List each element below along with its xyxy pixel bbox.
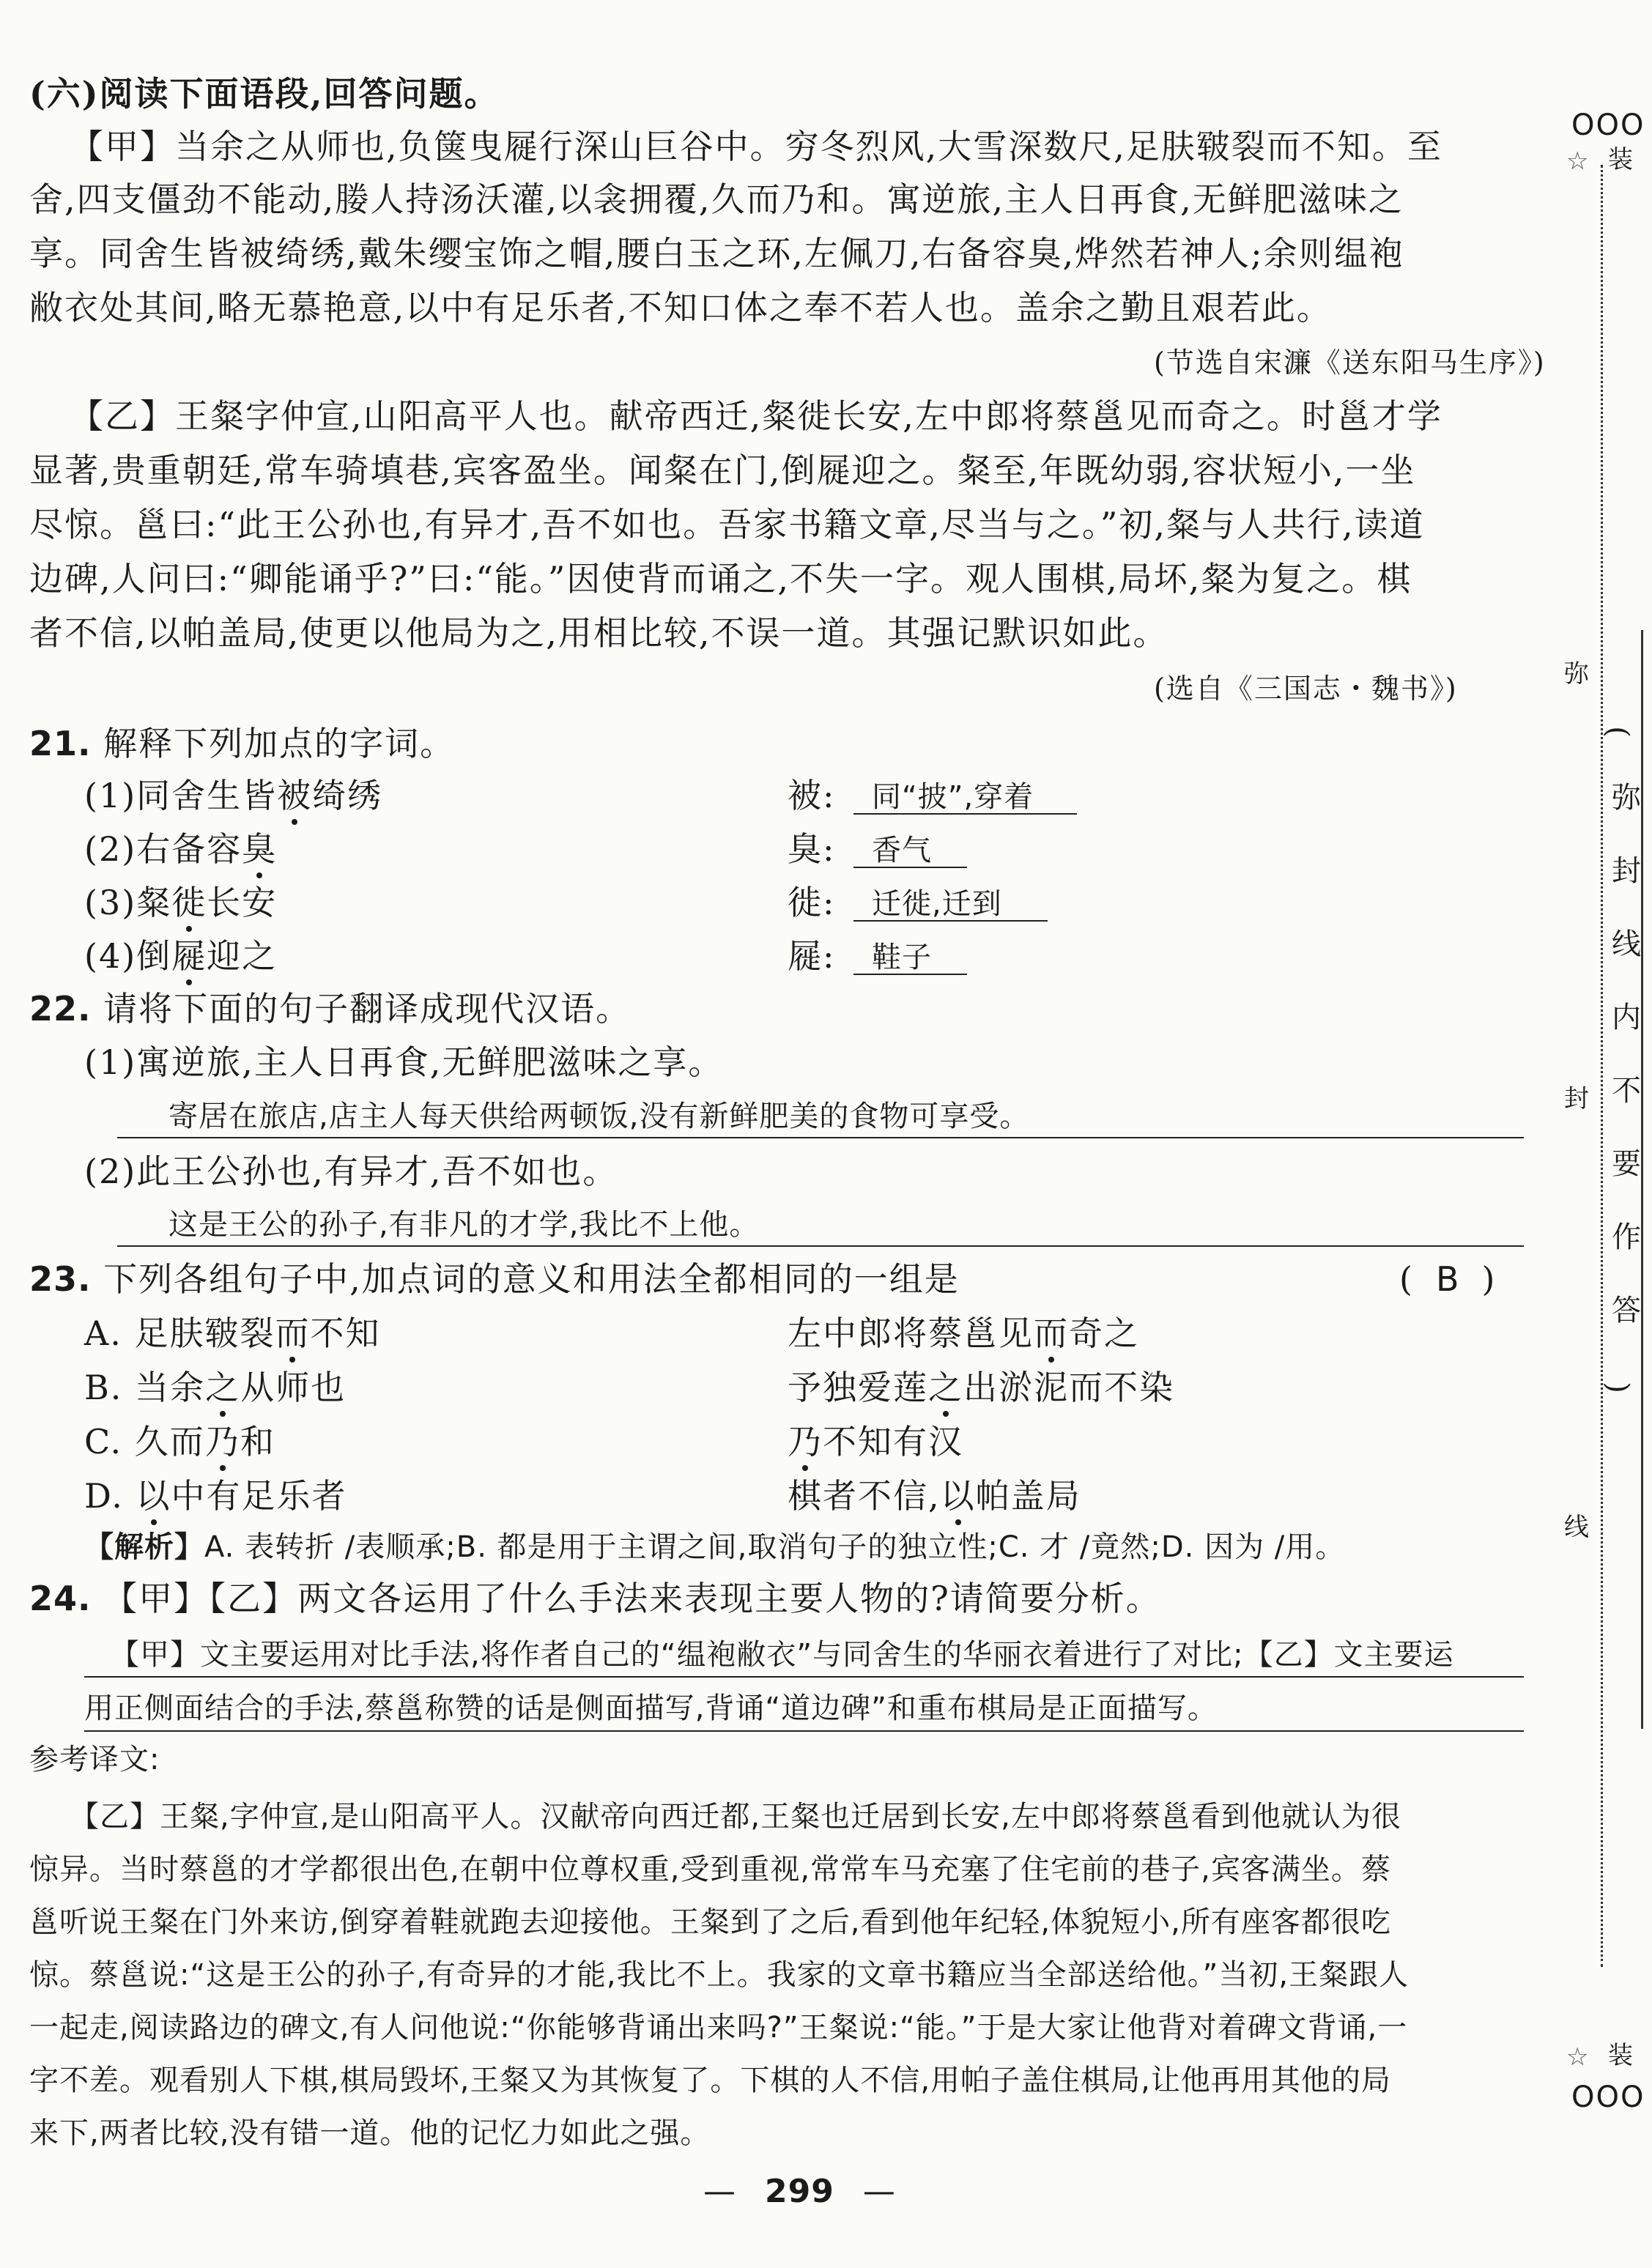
q21-item: (3)粲徙长安	[84, 879, 277, 926]
question-prompt: 【甲】【乙】两文各运用了什么手法来表现主要人物的?请简要分析。	[103, 1579, 1161, 1618]
q21-key: 徙:	[788, 883, 836, 922]
q21-answer: 鞋子	[872, 941, 932, 974]
q23-option-a-right: 左中郎将蔡邕见而奇之	[788, 1310, 1139, 1357]
question-number: 22.	[29, 989, 92, 1029]
passage-a-line: 敝衣处其间,略无慕艳意,以中有足乐者,不知口体之奉不若人也。盖余之勤且艰若此。	[29, 288, 1332, 327]
q21-item: (4)倒屣迎之	[84, 933, 277, 979]
vertical-text: 不	[1612, 1074, 1641, 1108]
question-prompt: 下列各组句子中,加点词的意义和用法全都相同的一组是	[103, 1259, 960, 1299]
binding-label-mi: 弥	[1564, 659, 1589, 689]
vertical-text: 弥	[1612, 781, 1641, 815]
translation-line: 邕听说王粲在门外来访,倒穿着鞋就跑去迎接他。王粲到了之后,看到他年纪轻,体貌短小,所有座客都很吃	[29, 1905, 1391, 1939]
q23-option-a-left: A. 足肤皲裂而不知	[84, 1310, 380, 1357]
passage-b-line: 边碑,人问曰:“卿能诵乎?”曰:“能。”因使背而诵之,不失一字。观人围棋,局坏,粲为复之。棋	[29, 559, 1412, 598]
vertical-text: 作	[1612, 1220, 1641, 1254]
binding-dashed-line	[1601, 165, 1603, 1967]
binding-label-feng: 封	[1564, 1084, 1589, 1113]
passage-a-line: 【甲】当余之从师也,负箧曳屣行深山巨谷中。穷冬烈风,大雪深数尺,足肤皲裂而不知。至	[70, 127, 1442, 166]
q21-answer: 同“披”,穿着	[872, 780, 1034, 814]
passage-b-source: (选自《三国志・魏书》)	[1154, 672, 1458, 705]
passage-b-line: 【乙】王粲字仲宣,山阳高平人也。献帝西迁,粲徙长安,左中郎将蔡邕见而奇之。时邕才学	[70, 396, 1442, 436]
q21-key: 臭:	[788, 829, 836, 869]
binding-label-zhuang: 装	[1608, 145, 1633, 174]
question-number: 23.	[29, 1259, 92, 1299]
q21-key: 屣:	[788, 936, 836, 976]
q23-option-c-left: C. 久而乃和	[84, 1418, 275, 1465]
translation-line: 字不差。观看别人下棋,棋局毁坏,王粲又为其恢复了。下棋的人不信,用帕子盖住棋局,让他再用其他的局	[29, 2064, 1391, 2097]
question-number: 21.	[29, 724, 92, 763]
vertical-paren-open: (	[1600, 726, 1634, 738]
q23-option-b-right: 予独爱莲之出淤泥而不染	[788, 1364, 1174, 1411]
q24-answer-line: 用正侧面结合的手法,蔡邕称赞的话是侧面描写,背诵“道边碑”和重布棋局是正面描写。	[84, 1691, 1218, 1725]
translation-label: 参考译文:	[29, 1743, 160, 1776]
question-number: 24.	[29, 1579, 92, 1618]
vertical-text: 答	[1612, 1294, 1641, 1327]
binding-label-zhuang-bottom: 装	[1608, 2041, 1633, 2070]
passage-a-line: 舍,四支僵劲不能动,媵人持汤沃灌,以衾拥覆,久而乃和。寓逆旅,主人日再食,无鲜肥滋味之	[29, 179, 1404, 219]
translation-line: 惊。蔡邕说:“这是王公的孙子,有奇异的才能,我比不上。我家的文章书籍应当全部送给他。”当初,王粲跟人	[29, 1958, 1410, 1992]
q21-key: 被:	[788, 776, 836, 815]
page-number: — 299 —	[703, 2173, 896, 2210]
q23-analysis: 【解析】A. 表转折 /表顺承;B. 都是用于主谓之间,取消句子的独立性;C. 才 /竟然;D. 因为 /用。	[84, 1530, 1346, 1564]
translation-line: 【乙】王粲,字仲宣,是山阳高平人。汉献帝向西迁都,王粲也迁居到长安,左中郎将蔡邕看到他就认为很	[70, 1800, 1401, 1834]
vertical-text: 要	[1612, 1147, 1641, 1181]
binding-label-xian: 线	[1564, 1513, 1589, 1542]
q21-item: (1)同舍生皆被绮绣	[84, 772, 382, 819]
q22-answer-1: 寄居在旅店,店主人每天供给两顿饭,没有新鲜肥美的食物可享受。	[168, 1100, 1030, 1133]
binding-solid-line	[1641, 630, 1643, 1729]
q22-sentence-1: (1)寓逆旅,主人日再食,无鲜肥滋味之享。	[84, 1042, 724, 1082]
passage-a-line: 享。同舍生皆被绮绣,戴朱缨宝饰之帽,腰白玉之环,左佩刀,右备容臭,烨然若神人;余则缊袍	[29, 234, 1404, 273]
q21-answer: 迁徙,迁到	[872, 887, 1002, 921]
q21-answer: 香气	[872, 834, 932, 867]
binding-circles-bottom: OOO	[1571, 2080, 1645, 2114]
q21-item: (2)右备容臭	[84, 826, 277, 872]
vertical-paren-close: )	[1600, 1382, 1634, 1393]
section-title: (六)阅读下面语段,回答问题。	[29, 74, 500, 114]
q23-option-c-right: 乃不知有汉	[788, 1418, 963, 1465]
passage-a-source: (节选自宋濂《送东阳马生序》)	[1154, 346, 1546, 379]
q22-answer-2: 这是王公的孙子,有非凡的才学,我比不上他。	[168, 1208, 760, 1242]
answer-bracket: ( B )	[1399, 1259, 1497, 1299]
q24-answer-line: 【甲】文主要运用对比手法,将作者自己的“缊袍敝衣”与同舍生的华丽衣着进行了对比;【乙】文主要运	[110, 1638, 1454, 1672]
passage-b-line: 者不信,以帕盖局,使更以他局为之,用相比较,不误一道。其强记默识如此。	[29, 613, 1168, 653]
translation-line: 惊异。当时蔡邕的才学都很出色,在朝中位尊权重,受到重视,常常车马充塞了住宅前的巷子,宾客满坐。蔡	[29, 1853, 1391, 1886]
q23-option-d-right: 棋者不信,以帕盖局	[788, 1472, 1081, 1519]
translation-line: 来下,两者比较,没有错一道。他的记忆力如此之强。	[29, 2116, 711, 2150]
q23-option-d-left: D. 以中有足乐者	[84, 1472, 347, 1519]
passage-b-line: 尽惊。邕曰:“此王公孙也,有异才,吾不如也。吾家书籍文章,尽当与之。”初,粲与人共行,读道	[29, 505, 1425, 544]
binding-circles-top: OOO	[1571, 108, 1645, 142]
vertical-text: 内	[1612, 1001, 1641, 1034]
star-icon: ☆	[1566, 2042, 1589, 2072]
q22-sentence-2: (2)此王公孙也,有异才,吾不如也。	[84, 1152, 618, 1191]
star-icon: ☆	[1566, 147, 1589, 176]
question-prompt: 请将下面的句子翻译成现代汉语。	[103, 989, 631, 1029]
translation-line: 一起走,阅读路边的碑文,有人问他说:“你能够背诵出来吗?”王粲说:“能。”于是大家让他背对着碑文背诵,一	[29, 2011, 1408, 2045]
vertical-text: 线	[1612, 927, 1641, 961]
q23-option-b-left: B. 当余之从师也	[84, 1364, 346, 1411]
vertical-text: 封	[1612, 854, 1641, 888]
passage-b-line: 显著,贵重朝廷,常车骑填巷,宾客盈坐。闻粲在门,倒屣迎之。粲至,年既幼弱,容状短小,一坐	[29, 451, 1416, 490]
question-prompt: 解释下列加点的字词。	[103, 724, 456, 763]
q23-answer: B	[1435, 1259, 1460, 1299]
